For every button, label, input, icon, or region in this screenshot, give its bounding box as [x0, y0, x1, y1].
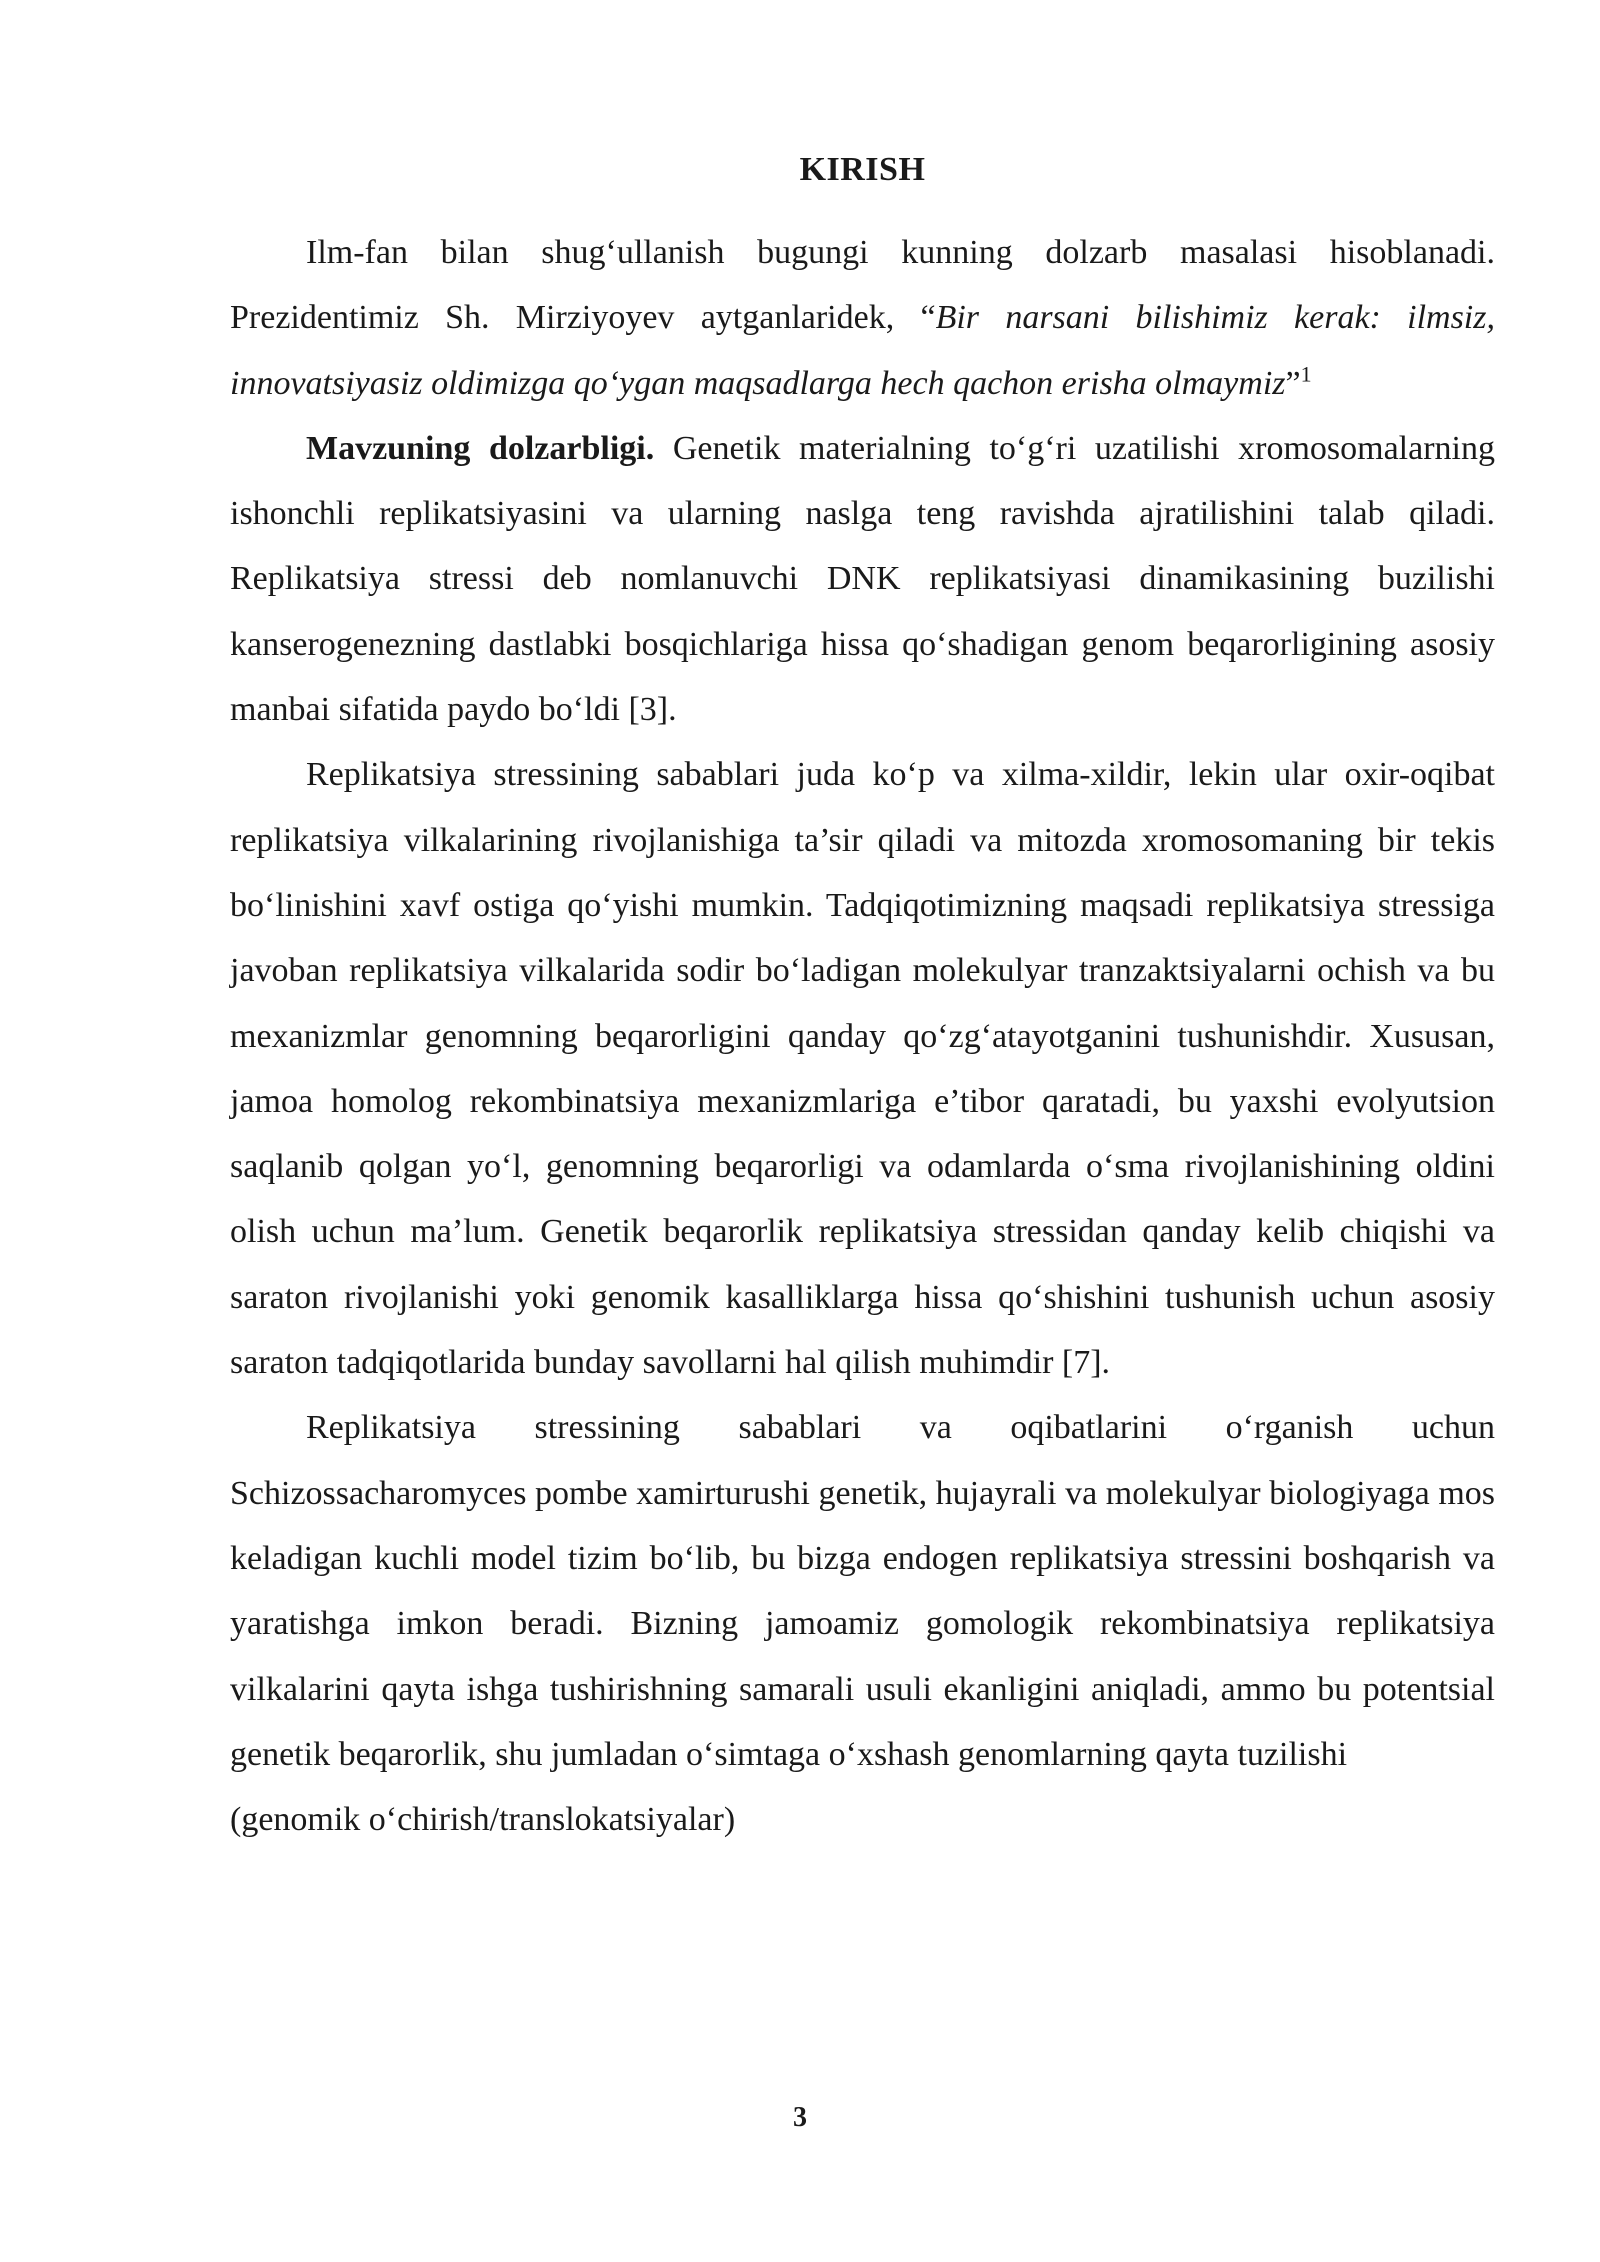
relevance-text: Genetik materialning to‘g‘ri uzatilishi xromosomalarning ishonchli replikatsiyasini va ularning naslga teng ravishda ajratilishini talab qiladi. Replikatsiya stressi deb nomlanuvchi DNK replikatsiyasi dinamikasining buzilishi kanserogenezning dastlabki bosqichlariga hissa qo‘shadigan genom beqarorligining asosiy manbai sifatida paydo bo‘ldi [3].	[230, 429, 1495, 729]
paragraph-model-system-last-line: (genomik o‘chirish/translokatsiyalar)	[230, 1801, 736, 1839]
page-number: 3	[793, 2102, 807, 2133]
president-quote: Bir narsani bilishimiz kerak: ilmsiz, innovatsiyasiz oldimizga qo‘ygan maqsadlarga hech qachon erisha olmaymiz	[230, 299, 1495, 402]
paragraph-intro	[230, 220, 1495, 416]
quote-close: ”	[1285, 364, 1301, 402]
paragraph-model-system: Replikatsiya stressining sabablari va oqibatlarini o‘rganish uchun Schizossacharomyces pombe xamirturushi genetik, hujayrali va molekulyar biologiyaga mos keladigan kuchli model tizim bo‘lib, bu bizga endogen replikatsiya stressini boshqarish va yaratishga imkon beradi. Bizning jamoamiz gomologik rekombinatsiya replikatsiya vilkalarini qayta ishga tushirishning samarali usuli ekanligini aniqladi, ammo bu potentsial genetik beqarorlik, shu jumladan o‘simtaga o‘xshash genomlarning qayta tuzilishi	[230, 1409, 1495, 1773]
document-page	[230, 140, 1495, 1852]
section-title: KIRISH	[799, 151, 926, 188]
intro-text: Ilm-fan bilan shug‘ullanish bugungi kunning dolzarb masalasi hisoblanadi. Prezidentimiz Sh. Mirziyoyev aytganlaridek, “	[230, 234, 1495, 337]
footnote-ref: 1	[1300, 361, 1312, 387]
paragraph-relevance	[230, 416, 1495, 742]
relevance-heading: Mavzuning dolzarbligi.	[306, 429, 655, 467]
paragraph-replication-stress: Replikatsiya stressining sabablari juda ko‘p va xilma-xildir, lekin ular oxir-oqibat replikatsiya vilkalarining rivojlanishiga ta’sir qiladi va mitozda xromosomaning bir tekis bo‘linishini xavf ostiga qo‘yishi mumkin. Tadqiqotimizning maqsadi replikatsiya stressiga javoban replikatsiya vilkalarida sodir bo‘ladigan molekulyar tranzaktsiyalarni ochish va bu mexanizmlar genomning beqarorligini qanday qo‘zg‘atayotganini tushunishdir. Xususan, jamoa homolog rekombinatsiya mexanizmlariga e’tibor qaratadi, bu yaxshi evolyutsion saqlanib qolgan yo‘l, genomning beqarorligi va odamlarda o‘sma rivojlanishining oldini olish uchun ma’lum. Genetik beqarorlik replikatsiya stressidan qanday kelib chiqishi va saraton rivojlanishi yoki genomik kasalliklarga hissa qo‘shishini tushunish uchun asosiy saraton tadqiqotlarida bunday savollarni hal qilish muhimdir [7].	[230, 756, 1495, 1382]
